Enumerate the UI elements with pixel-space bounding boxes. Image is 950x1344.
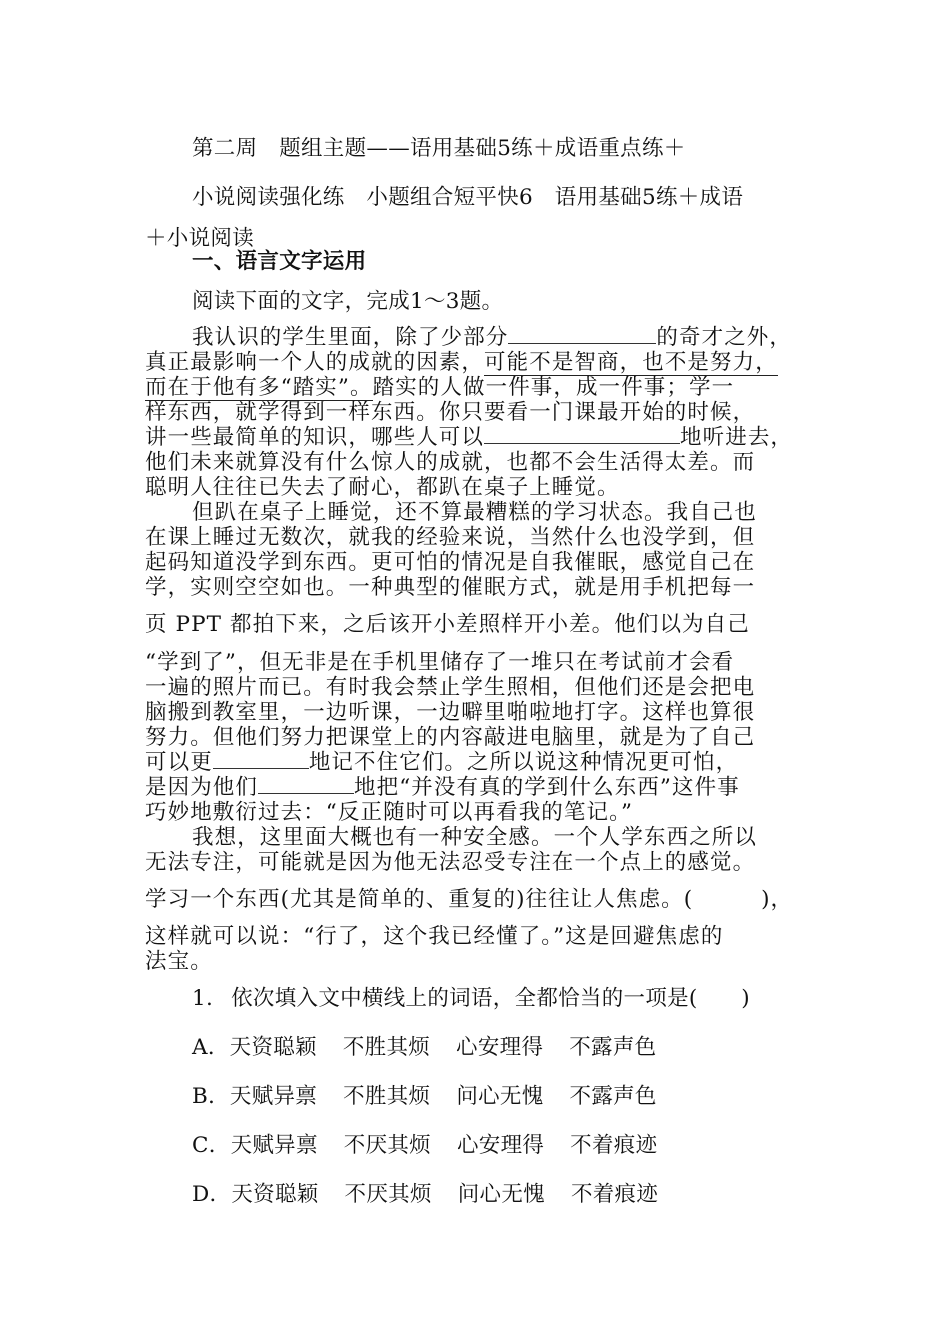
option-a[interactable]: A．天资聪颖 不胜其烦 心安理得 不露声色: [192, 1035, 657, 1060]
passage-line: 样东西，就学得到一样东西。你只要看一门课最开始的时候，: [145, 400, 756, 425]
blank-1: [508, 325, 656, 344]
title-line-1: 第二周 题组主题——语用基础5练＋成语重点练＋: [192, 136, 686, 161]
instruction: 阅读下面的文字，完成1～3题。: [192, 289, 504, 314]
passage-line: 讲一些最简单的知识，哪些人可以 地听进去，: [145, 425, 794, 450]
passage-line: 而在于他有多“踏实”。踏实的人做一件事，成一件事；学一: [145, 375, 735, 400]
passage-line: “学到了”，但无非是在手机里储存了一堆只在考试前才会看: [145, 650, 735, 675]
passage-line: 真正最影响一个人的成就的因素，可能不是智商，也不是努力，: [145, 350, 778, 375]
passage-line: 页 PPT 都拍下来，之后该开小差照样开小差。他们以为自己: [145, 612, 750, 637]
passage-line: 是因为他们 地把“并没有真的学到什么东西”这件事: [145, 775, 740, 800]
passage-line: 法宝。: [145, 949, 213, 974]
section-heading: 一、语言文字运用: [192, 249, 367, 274]
passage-line: 巧妙地敷衍过去：“反正随时可以再看我的笔记。”: [145, 800, 634, 825]
passage-line: 无法专注，可能就是因为他无法忍受专注在一个点上的感觉。: [145, 850, 756, 875]
passage-line: 努力。但他们努力把课堂上的内容敲进电脑里，就是为了自己: [145, 725, 756, 750]
blank-2: [484, 425, 680, 444]
passage-line: 脑搬到教室里，一边听课，一边噼里啪啦地打字。这样也算很: [145, 700, 756, 725]
passage-line: 起码知道没学到东西。更可怕的情况是自我催眠，感觉自己在: [145, 550, 756, 575]
underlined-sentence: 可能不是智商，也不是努力，: [484, 350, 778, 375]
option-d[interactable]: D．天资聪颖 不厌其烦 问心无愧 不着痕迹: [192, 1182, 659, 1207]
passage-line: 我想，这里面大概也有一种安全感。一个人学东西之所以: [192, 825, 758, 850]
option-b[interactable]: B．天赋异禀 不胜其烦 问心无愧 不露声色: [192, 1084, 657, 1109]
passage-line: 在课上睡过无数次，就我的经验来说，当然什么也没学到，但: [145, 525, 756, 550]
passage-line: 可以更 地记不住它们。之所以说这种情况更可怕，: [145, 750, 739, 775]
option-c[interactable]: C．天赋异禀 不厌其烦 心安理得 不着痕迹: [192, 1133, 658, 1158]
passage-line: 一遍的照片而已。有时我会禁止学生照相，但他们还是会把电: [145, 675, 756, 700]
blank-4: [258, 775, 354, 794]
passage-line: 学习一个东西(尤其是简单的、重复的)往往让人焦虑。( )，: [145, 887, 794, 912]
passage-line: 这样就可以说：“行了，这个我已经懂了。”这是回避焦虑的: [145, 924, 724, 949]
title-line-3: ＋小说阅读: [145, 226, 255, 251]
passage-line: 但趴在桌子上睡觉，还不算最糟糕的学习状态。我自己也: [192, 500, 758, 525]
passage-line: 学，实则空空如也。一种典型的催眠方式，就是用手机把每一: [145, 575, 756, 600]
title-line-2: 小说阅读强化练 小题组合短平快6 语用基础5练＋成语: [192, 185, 744, 210]
underlined-sentence: 而在于他有多“踏实”。: [145, 375, 373, 400]
passage-line: 他们未来就算没有什么惊人的成就，也都不会生活得太差。而: [145, 450, 756, 475]
question-stem: 1. 依次填入文中横线上的词语，全都恰当的一项是( ): [192, 986, 750, 1011]
passage-line: 聪明人往往已失去了耐心，都趴在桌子上睡觉。: [145, 475, 620, 500]
blank-3: [213, 750, 309, 769]
passage-line: 我认识的学生里面，除了少部分 的奇才之外，: [192, 325, 793, 350]
